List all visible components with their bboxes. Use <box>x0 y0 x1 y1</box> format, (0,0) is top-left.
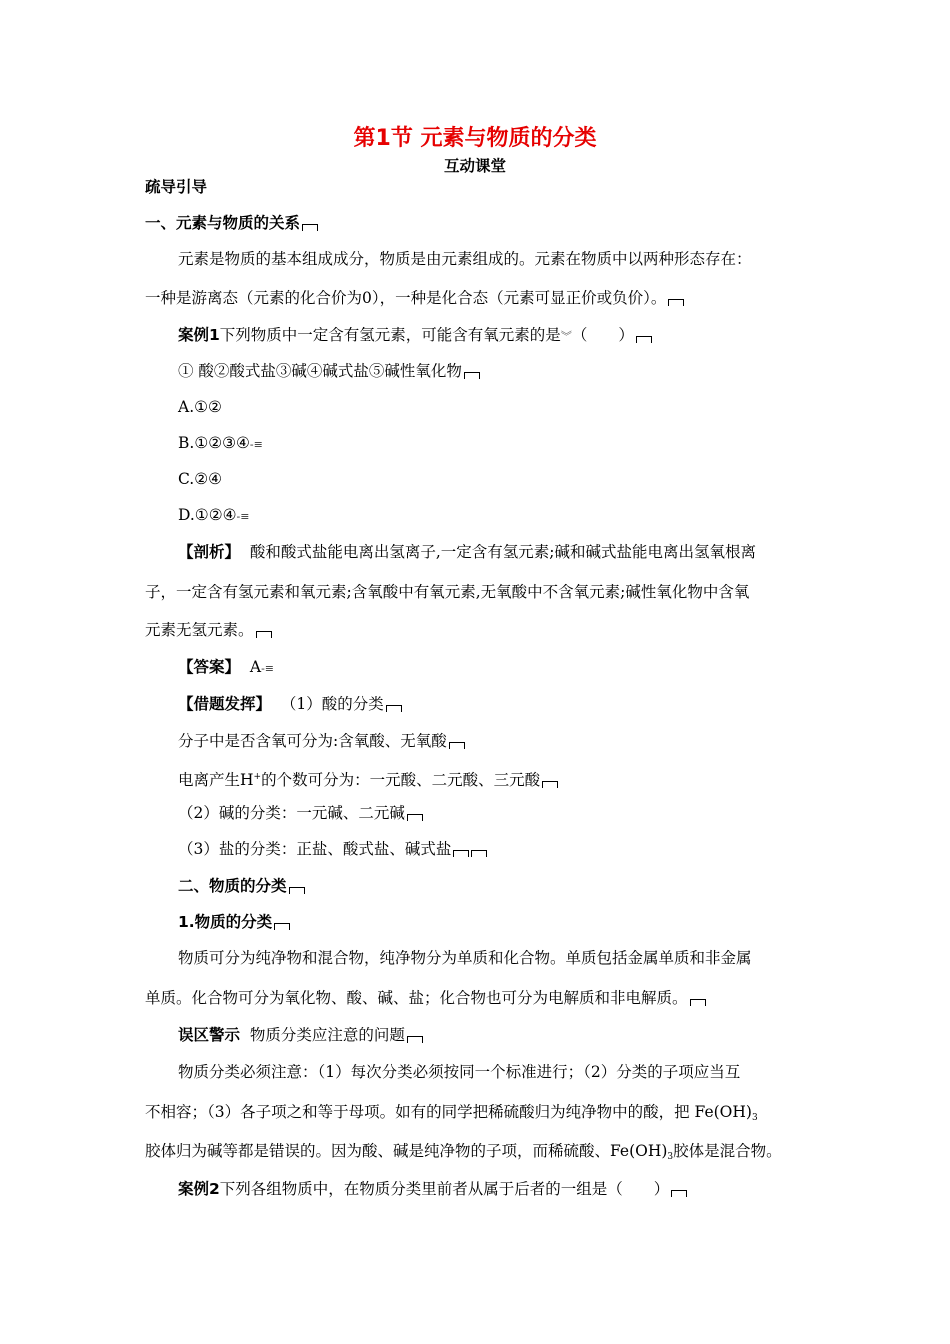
warning-paragraph-line-3: 胶体归为碱等都是错误的。因为酸、碱是纯净物的子项，而稀硫酸、$Fe(OH)_3$胶体是混合物。 <box>145 1142 782 1162</box>
paragraph-mark-icon <box>302 224 318 231</box>
guide-heading: 疏导引导 <box>145 178 208 196</box>
paragraph-mark-icon <box>274 923 290 930</box>
section-1-heading: 一、元素与物质的关系 <box>145 213 318 233</box>
warning-paragraph-line-1: 物质分类必须注意：（1）每次分类必须按同一个标准进行；（2）分类的子项应当互 <box>178 1063 741 1081</box>
paragraph-mark-icon <box>690 999 706 1006</box>
section-2-paragraph-line-1: 物质可分为纯净物和混合物，纯净物分为单质和化合物。单质包括金属单质和非金属 <box>178 949 752 967</box>
page-title: 第1节 元素与物质的分类 <box>353 126 597 151</box>
analysis-line-3: 元素无氢元素。 <box>145 620 272 640</box>
section-1-paragraph-line-1: 元素是物质的基本组成成分，物质是由元素组成的。元素在物质中以两种形态存在： <box>178 250 752 268</box>
case-1-question: 案例1下列物质中一定含有氢元素，可能含有氧元素的是︾（ ） <box>178 325 652 347</box>
option-a: A.①② <box>178 398 222 416</box>
paragraph-mark-icon <box>464 372 480 379</box>
paragraph-mark-icon <box>471 850 487 857</box>
case-1-items: ① 酸②酸式盐③碱④碱式盐⑤碱性氧化物 <box>178 361 480 381</box>
section-2-paragraph-line-2: 单质。化合物可分为氧化物、酸、碱、盐；化合物也可分为电解质和非电解质。 <box>145 988 706 1008</box>
case-2-question: 案例2下列各组物质中，在物质分类里前者从属于后者的一组是（ ） <box>178 1179 687 1199</box>
extension-line-4: （2）碱的分类：一元碱、二元碱 <box>178 803 423 823</box>
extension-line-3: 电离产生H+的个数可分为：一元酸、二元酸、三元酸 <box>178 767 558 790</box>
paragraph-mark-icon <box>671 1190 687 1197</box>
section-2-heading: 二、物质的分类 <box>178 876 305 896</box>
paragraph-mark-icon <box>668 299 684 306</box>
paragraph-mark-icon <box>289 887 305 894</box>
analysis-line-1: 【剖析】 酸和酸式盐能电离出氢离子,一定含有氢元素;碱和碱式盐能电离出氢氧根离 <box>178 543 757 561</box>
answer-line: 【答案】 A-≡ <box>178 658 275 676</box>
extension-line-5: （3）盐的分类：正盐、酸式盐、碱式盐 <box>178 839 487 859</box>
extension-line-1: 【借题发挥】 （1）酸的分类 <box>178 694 402 714</box>
section-2-subheading: 1.物质的分类 <box>178 912 290 932</box>
section-1-paragraph-line-2: 一种是游离态（元素的化合价为0），一种是化合态（元素可显正价或负价）。 <box>145 288 684 308</box>
paragraph-mark-icon <box>453 850 469 857</box>
paragraph-mark-icon <box>449 742 465 749</box>
warning-paragraph-line-2: 不相容；（3）各子项之和等于母项。如有的同学把稀硫酸归为纯净物中的酸，把 $Fe(OH)_3$ <box>145 1103 758 1123</box>
warning-line: 误区警示 物质分类应注意的问题 <box>178 1025 423 1045</box>
paragraph-mark-icon <box>256 631 272 638</box>
option-c: C.②④ <box>178 470 223 488</box>
paragraph-mark-icon <box>636 336 652 343</box>
page-subtitle: 互动课堂 <box>443 157 506 175</box>
paragraph-mark-icon <box>386 705 402 712</box>
paragraph-mark-icon <box>407 814 423 821</box>
paragraph-mark-icon <box>407 1036 423 1043</box>
paragraph-mark-icon <box>542 781 558 788</box>
extension-line-2: 分子中是否含氧可分为:含氧酸、无氧酸 <box>178 731 465 751</box>
option-b: B.①②③④-≡ <box>178 434 263 452</box>
analysis-line-2: 子，一定含有氢元素和氧元素;含氧酸中有氧元素,无氧酸中不含氧元素;碱性氧化物中含氧 <box>145 583 750 601</box>
option-d: D.①②④-≡ <box>178 506 250 524</box>
